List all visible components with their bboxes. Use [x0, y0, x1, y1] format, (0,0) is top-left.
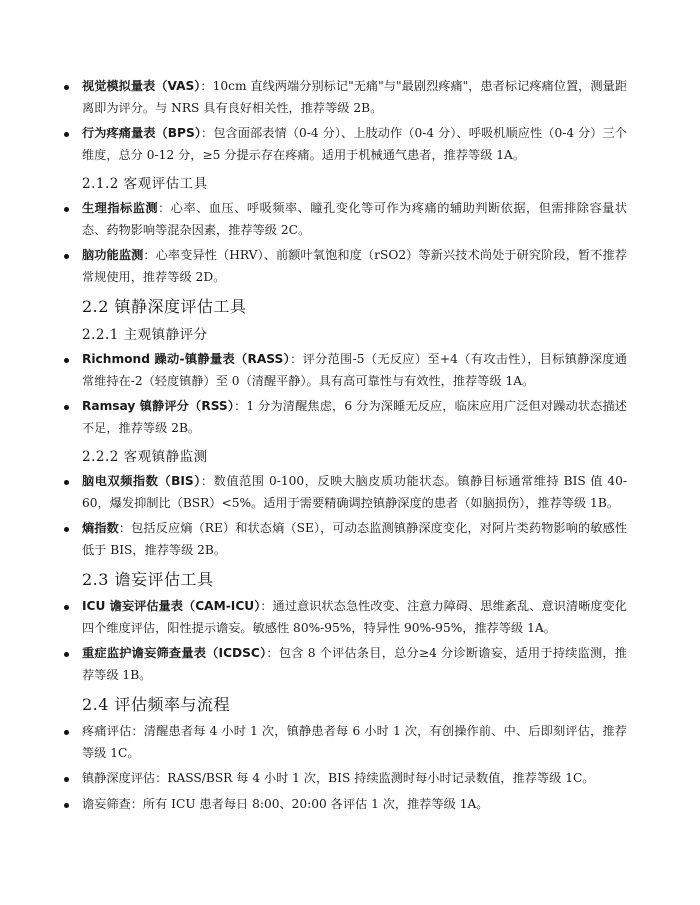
list-item: [62, 471, 627, 514]
item-term: ICU 谵妄评估量表（CAM-ICU）: [82, 599, 261, 613]
item-term: 行为疼痛量表（BPS）: [82, 126, 201, 140]
item-text: ：包含面部表情（0-4 分）、上肢动作（0-4 分）、呼吸机顺应性（0-4 分）三个维度，总分 0-12 分，≥5 分提示存在疼痛。适用于机械通气患者，推荐等级 1A。: [82, 126, 627, 162]
list-item: [62, 643, 627, 686]
list-item: [62, 518, 627, 561]
list-item: [62, 721, 627, 764]
item-term: 生理指标监测: [82, 201, 159, 215]
list-item: [62, 596, 627, 639]
item-text: ：10cm 直线两端分别标记"无痛"与"最剧烈疼痛"，患者标记疼痛位置，测量距离即为评分。与 NRS 具有良好相关性，推荐等级 2B。: [82, 79, 628, 115]
item-term: 脑功能监测: [82, 248, 144, 262]
heading-2-2-1: 2.2.1 主观镇静评分: [82, 327, 208, 343]
list-item: [62, 123, 627, 166]
frequency-list: [62, 721, 627, 815]
list-item: [62, 245, 627, 288]
item-text: ：1 分为清醒焦虑，6 分为深睡无反应，临床应用广泛但对躁动状态描述不足，推荐等级 2B。: [82, 399, 627, 435]
item-text: ：包括反应熵（RE）和状态熵（SE），可动态监测镇静深度变化，对阿片类药物影响的敏感性低于 BIS，推荐等级 2B。: [82, 521, 628, 557]
sedation-objective-list: [62, 471, 627, 561]
item-text: ：数值范围 0-100，反映大脑皮质功能状态。镇静目标通常维持 BIS 值 40-60，爆发抑制比（BSR）<5%。适用于需要精确调控镇静深度的患者（如脑损伤），推荐等级 1B。: [82, 474, 627, 510]
item-text: ：通过意识状态急性改变、注意力障碍、思维紊乱、意识清晰度变化四个维度评估，阳性提示谵妄。敏感性 80%-95%，特异性 90%-95%，推荐等级 1A。: [82, 599, 627, 635]
list-item: [62, 768, 627, 790]
heading-2-4: 2.4 评估频率与流程: [82, 695, 231, 714]
sedation-subjective-list: [62, 349, 627, 439]
delirium-list: [62, 596, 627, 686]
item-text: ：心率、血压、呼吸频率、瞳孔变化等可作为疼痛的辅助判断依据，但需排除容量状态、药物影响等混杂因素，推荐等级 2C。: [82, 201, 628, 237]
item-term: 脑电双频指数（BIS）: [82, 474, 201, 488]
item-text: ：心率变异性（HRV）、前额叶氧饱和度（rSO2）等新兴技术尚处于研究阶段，暂不推荐常规使用，推荐等级 2D。: [82, 248, 628, 284]
heading-2-1-2: 2.1.2 客观评估工具: [82, 176, 208, 192]
item-term: 熵指数: [82, 521, 119, 535]
document-content: [62, 76, 627, 819]
pain-subjective-list: [62, 76, 627, 166]
list-item: [62, 76, 627, 119]
pain-objective-list: [62, 198, 627, 288]
item-term: Richmond 躁动-镇静量表（RASS）: [82, 352, 291, 366]
item-text: ：包含 8 个评估条目，总分≥4 分诊断谵妄，适用于持续监测，推荐等级 1B。: [82, 646, 627, 682]
heading-2-3: 2.3 谵妄评估工具: [82, 570, 214, 589]
list-item: [62, 349, 627, 392]
item-text: 疼痛评估：清醒患者每 4 小时 1 次，镇静患者每 6 小时 1 次，有创操作前、中、后即刻评估，推荐等级 1C。: [82, 724, 627, 760]
list-item: [62, 794, 627, 816]
list-item: [62, 198, 627, 241]
heading-2-2: 2.2 镇静深度评估工具: [82, 297, 247, 316]
item-term: 重症监护谵妄筛查量表（ICDSC）: [82, 646, 267, 660]
item-text: 镇静深度评估：RASS/BSR 每 4 小时 1 次，BIS 持续监测时每小时记录数值，推荐等级 1C。: [82, 771, 595, 785]
heading-2-2-2: 2.2.2 客观镇静监测: [82, 449, 208, 465]
item-term: Ramsay 镇静评分（RSS）: [82, 399, 235, 413]
item-term: 视觉模拟量表（VAS）: [82, 79, 201, 93]
item-text: ：评分范围-5（无反应）至+4（有攻击性），目标镇静深度通常维持在-2（轻度镇静）至 0（清醒平静）。具有高可靠性与有效性，推荐等级 1A。: [82, 352, 627, 388]
list-item: [62, 396, 627, 439]
item-text: 谵妄筛查：所有 ICU 患者每日 8:00、20:00 各评估 1 次，推荐等级 1A。: [82, 796, 489, 811]
